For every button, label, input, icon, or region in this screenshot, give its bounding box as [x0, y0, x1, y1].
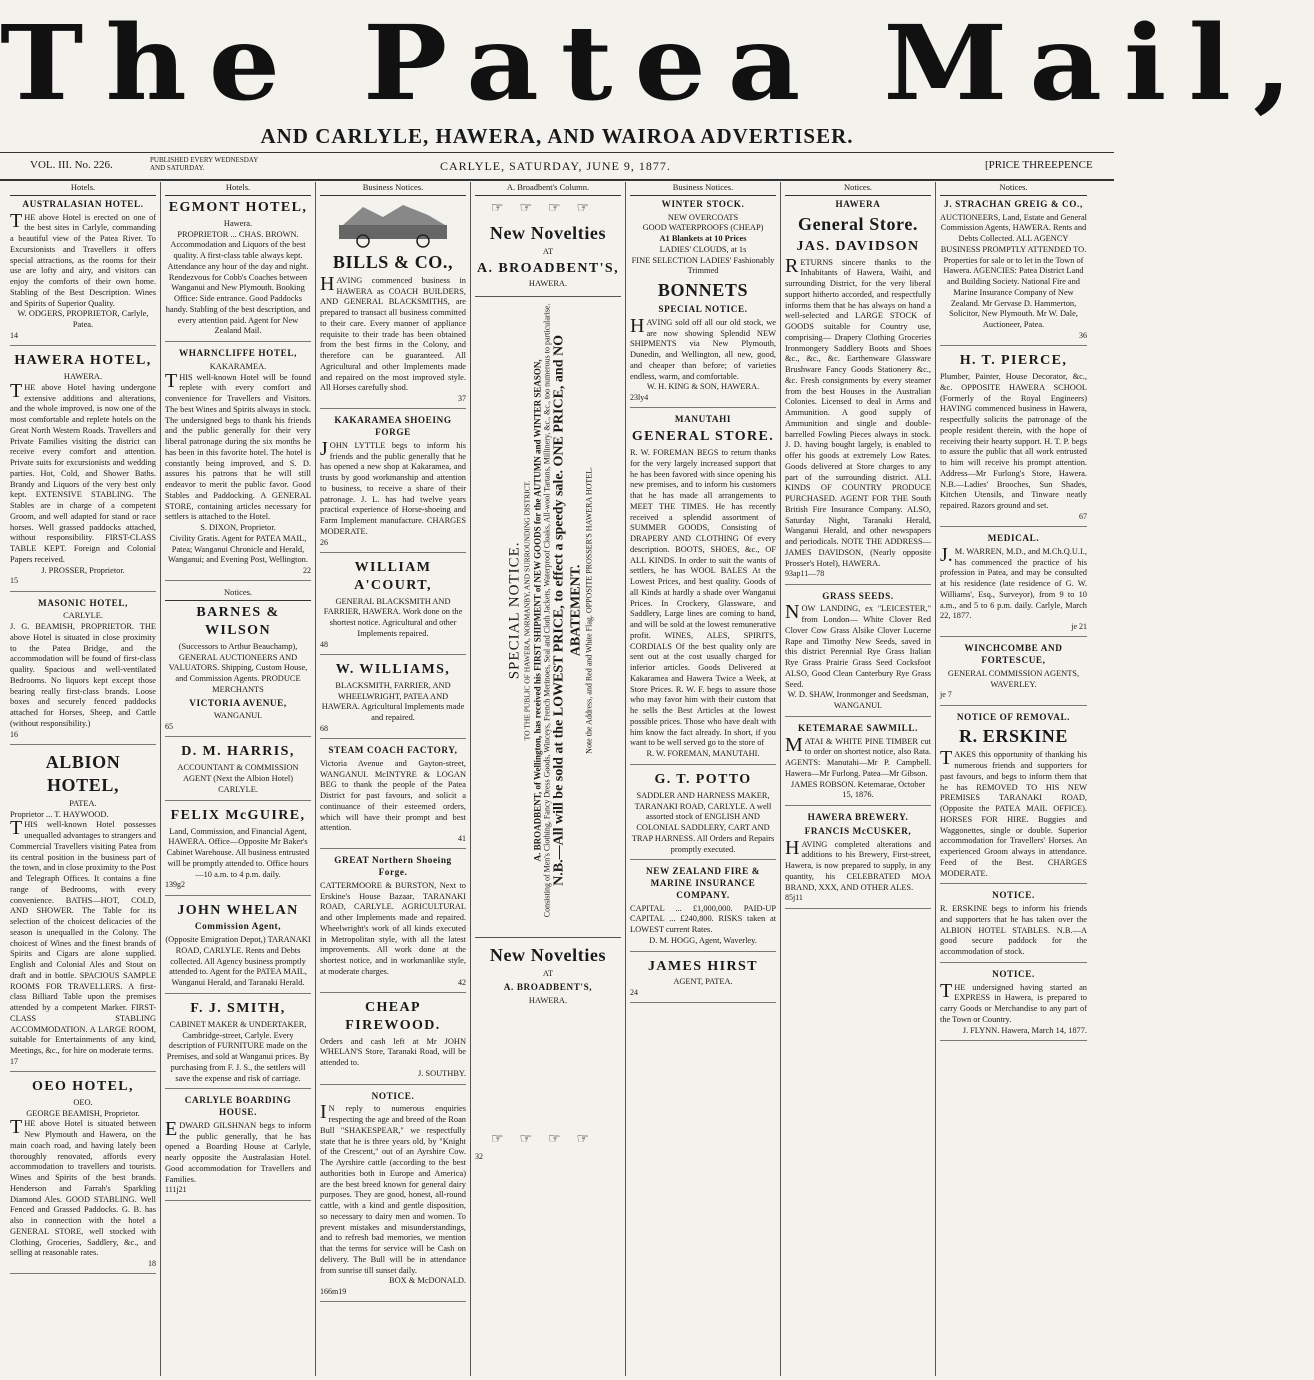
- ad-body: Accommodation and Liquors of the best quality. A first-class table always kept. Attendance any hour of the day and night. Rendezvous for Cobb's Coaches between Wanganui and New Plymouth. Booking Office: Side entrance. Good Paddocks handy. Stabling of the best description, and every attention paid. Agent for New Zealand Mail.: [165, 240, 311, 336]
- ad-title: FELIX McGUIRE,: [170, 807, 306, 823]
- ad-number: 16: [10, 729, 18, 739]
- dateline: [0, 152, 1114, 181]
- ad-title: KAKARAMEA SHOEING FORGE: [334, 415, 452, 438]
- ad-harris: [165, 743, 311, 800]
- ad-number: 15: [10, 576, 18, 586]
- ad-body: IN reply to numerous enquiries respecting the age and breed of the Roan Bull "SHAKESPEAR," we respectfully state that he is three years old, by "Knight of the Crescent," out of an Ayrshire Cow. The Ayrshire cattle (according to the best authorities both in Europe and America) are the best breed known for general dairy purposes. They are good, honest, all-round cattle, with a kind and gentle disposition, so necessary to dairy men and women. To prevent mistakes and misunderstandings, and to refresh bad memories, we mention that the terms for service will be Cash on delivery. The Bull will be in attendance from sunrise till sunset daily.: [320, 1101, 466, 1275]
- pointing-hands-row: ☞☞☞☞: [490, 200, 606, 216]
- ad-albion-hotel: [10, 751, 156, 1072]
- ad-number: je 7: [940, 690, 952, 700]
- ad-body: HAVING sold off all our old stock, we are now showing Splendid NEW SHIPMENTS via New Plymouth, Dunedin, and Wellington, all new, good, and cheaper than before; of varieties endless, warm, and comfortable.: [630, 314, 776, 381]
- shop-name-2: A. BROADBENT'S,: [503, 982, 593, 992]
- masthead: [0, 0, 1314, 128]
- ad-number: 67: [1079, 511, 1087, 521]
- ad-body: CABINET MAKER & UNDERTAKER, Cambridge-street, Carlyle. Every description of FURNITURE made on the Premises, and sold at Wanganui prices. By purchasing from F. J. S., the settlers will save the expense and risk of carriage.: [166, 1019, 310, 1083]
- ad-hirst: [630, 958, 776, 1004]
- ad-title: HAWERA: [835, 198, 881, 209]
- column-heading: Business Notices.: [630, 182, 776, 196]
- ad-title: W. WILLIAMS,: [335, 661, 451, 677]
- ad-firewood: [320, 999, 466, 1085]
- ad-subtitle: PATEA.: [69, 798, 97, 808]
- ad-number: 23ly4: [630, 393, 649, 403]
- column-heading: Notices.: [940, 182, 1087, 196]
- ad-title: GREAT Northern Shoeing Forge.: [334, 855, 452, 878]
- ad-body: SADDLER AND HARNESS MAKER, TARANAKI ROAD, CARLYLE. A well assorted stock of ENGLISH AND COLONIAL SADDLERY, CART AND TRAP HARNESS. All Orders and Repairs promptly executed.: [631, 790, 775, 854]
- ad-number: 41: [458, 834, 466, 844]
- ad-wharncliffe-hotel: [165, 348, 311, 581]
- ad-title: BARNES & WILSON: [196, 605, 280, 639]
- ad-number: 111j21: [165, 1185, 187, 1195]
- ad-sawmill: [785, 723, 931, 806]
- ad-body: CAPITAL ... £1,000,000. PAID-UP CAPITAL ... £240,800. RISKS taken at LOWEST current Rates.: [630, 903, 776, 935]
- newspaper-subtitle: AND CARLYLE, HAWERA, AND WAIROA ADVERTISER.: [260, 124, 854, 148]
- shop-place-2: HAWERA.: [528, 995, 568, 1005]
- ad-northern-forge: [320, 855, 466, 993]
- column-heading: Notices.: [785, 182, 931, 196]
- ad-smith: [165, 1000, 311, 1089]
- ad-number: 36: [1079, 330, 1087, 340]
- ad-subtitle: GENERAL STORE.: [631, 429, 775, 445]
- ad-title: MASONIC HOTEL,: [37, 597, 129, 608]
- ad-signature: J. SOUTHBY.: [417, 1068, 466, 1078]
- volume-number: VOL. III. No. 226.: [30, 159, 113, 171]
- ad-number: 26: [320, 537, 328, 547]
- ad-pierce: [940, 352, 1087, 527]
- ad-number: 14: [10, 330, 18, 340]
- ad-medical: [940, 533, 1087, 637]
- ad-body: HAVING commenced business in HAWERA as COACH BUILDERS, AND GENERAL BLACKSMITHS, are prepared to transact all business committed to their care. Every manner of appliance requisite to their trade has been obtained from the best firms in the Colony, and therefore can be guaranteed. All Agricultural and other Implements made and repaired on the most improved style. All Horses carefully shod.: [320, 272, 466, 393]
- ad-subtitle: HAWERA.: [63, 372, 103, 382]
- ad-masonic-hotel: [10, 598, 156, 745]
- ad-signature: S. DIXON, Proprietor.: [200, 523, 276, 533]
- ad-title: STEAM COACH FACTORY,: [328, 745, 458, 756]
- ad-strachan-greig: [940, 199, 1087, 346]
- ad-title: WILLIAM A'COURT,: [354, 559, 432, 593]
- ad-title: OEO HOTEL,: [32, 1079, 134, 1095]
- ad-body: Victoria Avenue and Gayton-street, WANGANUI. McINTYRE & LOGAN BEG to thank the people of the Patea District for past favours, and solicit a continuance of their esteemed orders, which will have their prompt and best attention.: [320, 758, 466, 833]
- ad-strong: VICTORIA AVENUE,: [189, 697, 287, 708]
- ad-body: J.M. WARREN, M.D., and M.Ch.Q.U.I., has commenced the practice of his profession in Patea, and may be consulted at his residence (late residence of G. W. Williams', Esq., Surveyor), from 9 to 10 a.m., and 5 to 6 p.m. daily. Carlyle, March 22, 1877.: [940, 543, 1087, 621]
- ad-number: 68: [320, 723, 328, 733]
- ad-title: NEW ZEALAND FIRE & MARINE INSURANCE COMPANY.: [645, 866, 760, 900]
- ad-title: CHEAP FIREWOOD.: [345, 999, 441, 1033]
- column-subheading: Notices.: [165, 587, 311, 601]
- ad-title: NOTICE.: [992, 968, 1035, 979]
- newspaper-title: The Patea Mail,: [0, 3, 1314, 124]
- pointing-hands-row-2: ☞☞☞☞: [490, 1131, 606, 1147]
- ad-erskine-removal: [940, 712, 1087, 885]
- notice-address: Note the Address, and Red and White Flag. OPPOSITE PROSSER'S HAWERA HOTEL.: [584, 467, 594, 755]
- ad-line: SPECIAL NOTICE.: [658, 304, 748, 315]
- ad-title: HAWERA BREWERY.: [807, 812, 909, 823]
- novelties-heading-2: New Novelties: [489, 945, 607, 966]
- ad-winchcombe: [940, 643, 1087, 705]
- notice-consisting: Consisting of Men's Clothing, Fancy Dress Goods, Winceys, French Merinoes, Seal and Cloth Jackets, Waterproof Cloaks, All-wool Tartans, Millinery, &c., &c., too numerous to particularise.: [542, 303, 552, 918]
- ad-bills-co: [320, 199, 466, 410]
- column-notices-1: [781, 182, 936, 1376]
- ad-name: R. ERSKINE: [958, 726, 1069, 747]
- ad-title: MEDICAL.: [987, 533, 1040, 544]
- column-hotels-2: [161, 182, 316, 1376]
- ad-body: JOHN LYTTLE begs to inform his friends and the public generally that he has opened a new shop at Kakaramea, and trusts by good workmanship and attention to business, to receive a share of their patronage. J. L. has had twelve years practical experience of Horse-shoeing and Farm Implement manufacture. CHARGES MODERATE.: [320, 437, 466, 536]
- ad-title: NOTICE.: [992, 890, 1035, 901]
- notice-nb: N.B.—All will be sold at the LOWEST PRICE, to effect a speedy sale. ONE PRICE, and NO ABATEMENT.: [552, 335, 584, 887]
- issue-date: CARLYLE, SATURDAY, JUNE 9, 1877.: [440, 159, 671, 173]
- ad-proprietor: GEORGE BEAMISH, Proprietor.: [26, 1108, 140, 1118]
- ad-name: JAS. DAVIDSON: [796, 238, 920, 254]
- ad-title: HAWERA HOTEL,: [14, 353, 152, 369]
- novelties-heading: New Novelties: [489, 222, 607, 243]
- ad-body: THIS well-known Hotel possesses unequalled advantages to strangers and Commercial Travellers visiting Patea from its central position in the business part of the town, and in close proximity to the Post and Telegraph Offices. It contains a fine range of Bedrooms, with every convenience. BATHS—HOT, COLD, AND SHOWER. The Table for its selection of the choicest delicacies of the season is unequalled in the Colony. The choicest of Wines and the finest brands of Spirits and Cigars are alone supplied. English and Colonial Ales and Stout on draft and in bottle. SPACIOUS SAMPLE ROOMS FOR TRAVELLERS. A first-class Billiard Table upon the premises attended by a competent Marker. FIRST-CLASS STABLING ACCOMMODATION. A LARGE ROOM, suitable for Entertainments of any kind, Meetings, &c., for hire on moderate terms.: [10, 817, 156, 1056]
- ad-proprietor: PROPRIETOR ... CHAS. BROWN.: [177, 229, 299, 239]
- ad-shoeing-forge: [320, 415, 466, 553]
- ad-subtitle: General Store.: [797, 213, 919, 234]
- ad-title: EGMONT HOTEL,: [168, 199, 308, 215]
- ad-title: F. J. SMITH,: [190, 1000, 286, 1016]
- ad-grass-seeds: [785, 591, 931, 717]
- notice-to-public: TO THE PUBLIC OF HAWERA, NORMANBY, AND SURROUNDING DISTRICT.: [522, 480, 532, 741]
- ad-title: AUSTRALASIAN HOTEL.: [22, 198, 144, 209]
- ad-body: GENERAL COMMISSION AGENTS, WAVERLEY.: [947, 668, 1080, 689]
- ad-title: J. STRACHAN GREIG & CO.,: [944, 198, 1083, 209]
- ad-body: THE undersigned having started an EXPRESS in Hawera, is prepared to carry Goods or Merchandise to any part of the Town or Country.: [940, 979, 1087, 1024]
- ad-body: THE above Hotel is erected on one of the best sites in Carlyle, commanding a beautiful view of the Patea River. To Excursionists and Travellers it offers special attractions, as the rooms for their use are lofty and airy, and visitors can enjoy the comforts of their own home. Stabling of the Best Description. Wines and Spirits of Superior Quality.: [10, 209, 156, 308]
- ad-title: D. M. HARRIS,: [181, 744, 295, 760]
- ad-title: JAMES HIRST: [648, 958, 758, 974]
- ad-subtitle: WANGANUI.: [213, 711, 263, 721]
- ad-mcguire: [165, 807, 311, 896]
- ad-name: FRANCIS McCUSKER,: [804, 825, 912, 836]
- ad-body: BLACKSMITH, FARRIER, AND WHEELWRIGHT, PATEA AND HAWERA. Agricultural Implements made and repaired.: [321, 680, 465, 723]
- ad-williams: [320, 661, 466, 739]
- ad-brewery: [785, 812, 931, 909]
- ad-title: H. T. PIERCE,: [959, 353, 1068, 369]
- ad-signature: BOX & McDONALD.: [389, 1276, 466, 1286]
- ad-title: CARLYLE BOARDING HOUSE.: [184, 1095, 292, 1118]
- ad-body: R. ERSKINE begs to inform his friends and supporters that he has taken over the ALBION HOTEL STABLES. N.B.—A good secure paddock for the accommodation of stock.: [940, 904, 1087, 957]
- column-heading: Hotels.: [10, 182, 156, 196]
- column-heading: Hotels.: [165, 182, 311, 196]
- ad-line: GOOD WATERPROOFS (CHEAP): [642, 223, 764, 233]
- ad-number: 37: [458, 394, 466, 404]
- ad-steam-coach: [320, 745, 466, 849]
- ad-subtitle: OEO.: [73, 1097, 93, 1107]
- ad-title: WINTER STOCK.: [661, 198, 745, 209]
- coach-illustration: [333, 199, 453, 249]
- ad-bull-notice: [320, 1091, 466, 1303]
- ad-subtitle: Hawera.: [223, 218, 253, 228]
- ad-egmont-hotel: [165, 199, 311, 342]
- ad-body: NOW LANDING, ex "LEICESTER," from London— White Clover Red Clover Cow Grass Alsike Clover Lucerne Rape and Timothy New Seeds, saved in this district Perennial Rye Grass Italian Rye Grass Prairie Grass Seed Cocksfoot ALSO, Good Clean Canterbury Rye Grass Seed.: [785, 601, 931, 689]
- at-label: AT: [542, 246, 554, 256]
- ad-number: 166m19: [320, 1287, 347, 1297]
- ad-subtitle: KAKARAMEA.: [209, 361, 267, 371]
- ad-potto: [630, 771, 776, 860]
- column-heading: A. Broadbent's Column.: [475, 182, 621, 196]
- ad-body: AUCTIONEERS, Land, Estate and General Commission Agents, HAWERA. Rents and Debts Collected. ALL AGENCY BUSINESS PROMPTLY ATTENDED TO. Properties for sale or to let in the Town of Hawera. AGENCIES: Patea District Land and Building Society. National Fire and Marine Insurance Company of New Zealand. Mr Gervase D. Hammerton, Solicitor, New Plymouth. Mr W. Dale, Auctioneer, Patea.: [940, 212, 1087, 330]
- ad-signature: W. ODGERS, PROPRIETOR, Carlyle, Patea.: [17, 309, 149, 330]
- column-hotels-1: [6, 182, 161, 1376]
- ad-number: 18: [148, 1259, 156, 1269]
- ad-body: CATTERMOORE & BURSTON, Next to Erskine's House Bazaar, TARANAKI ROAD, CARLYLE. AGRICULTURAL and other Implements made and repaired. Wheelwright's work of all kinds executed in Metropolitan style, with all the latest improvements. All work done at the shortest notice, and in workmanlike style, at moderate charges.: [320, 880, 466, 976]
- ad-subtitle: Commission Agent,: [194, 921, 282, 932]
- ad-title: KETEMARAE SAWMILL.: [797, 722, 919, 733]
- ad-title: ALBION HOTEL,: [45, 751, 121, 795]
- ad-body: ACCOUNTANT & COMMISSION AGENT (Next the Albion Hotel) CARLYLE.: [177, 763, 299, 794]
- ad-proprietor: Proprietor ... T. HAYWOOD.: [10, 809, 109, 819]
- ad-flynn-express: [940, 969, 1087, 1042]
- ad-number: 65: [165, 722, 173, 732]
- ad-body: EDWARD GILSHNAN begs to inform the public generally, that he has opened a Boarding House at Carlyle, nearly opposite the Australasian Hotel. Good accommodation for Travellers and Families.: [165, 1117, 311, 1184]
- page-columns: [6, 182, 1106, 1376]
- ad-title: GRASS SEEDS.: [822, 590, 894, 601]
- ad-subtitle: CARLYLE.: [63, 611, 103, 621]
- shop-name: A. BROADBENT'S,: [477, 260, 619, 276]
- ad-title: WHARNCLIFFE HOTEL,: [179, 348, 297, 359]
- ad-body: GENERAL BLACKSMITH AND FARRIER, HAWERA. Work done on the shortest notice. Agricultural and other Implements repaired.: [323, 596, 463, 638]
- ad-manutahi-store: [630, 414, 776, 764]
- ad-title: NOTICE.: [371, 1090, 415, 1101]
- notice-heading: SPECIAL NOTICE.: [506, 541, 523, 680]
- ad-acourt: [320, 559, 466, 655]
- ad-barnes-wilson: [165, 604, 311, 737]
- ad-body: (Successors to Arthur Beauchamp), GENERAL AUCTIONEERS AND VALUATORS. Shipping, Custom House, and Commission Agents. PRODUCE MERCHANTS: [168, 641, 308, 694]
- ad-signature: W. H. KING & SON, HAWERA.: [646, 382, 760, 392]
- column-broadbent: [471, 182, 626, 1376]
- ad-line: LADIES' CLOUDS, at 1s: [659, 244, 747, 254]
- ad-line: BONNETS: [657, 280, 749, 301]
- ad-winter-stock: [630, 199, 776, 409]
- ad-erskine-stables: [940, 890, 1087, 963]
- shop-place: HAWERA.: [528, 279, 568, 289]
- ad-signature: J. PROSSER, Proprietor.: [41, 565, 125, 575]
- ad-line: A1 Blankets at 10 Prices: [659, 234, 747, 244]
- vertical-special-notice: [475, 296, 621, 938]
- ad-line: FINE SELECTION LADIES' Fashionably Trimmed: [631, 255, 775, 276]
- ad-signature: J. FLYNN. Hawera, March 14, 1877.: [962, 1025, 1087, 1035]
- ad-number: 139g2: [165, 880, 185, 890]
- publication-days: PUBLISHED EVERY WEDNESDAY AND SATURDAY.: [150, 156, 258, 172]
- notice-shipment: A. BROADBENT, of Wellington, has received his FIRST SHIPMENT of NEW GOODS for the AUTUMN and WINTER SEASON,: [532, 359, 543, 862]
- ad-title: G. T. POTTO: [654, 771, 752, 787]
- ad-body: TAKES this opportunity of thanking his numerous friends and supporters for past favours, and begs to inform them that he has REMOVED TO HIS NEW PREMISES TARANAKI ROAD, (Opposite the PATEA MAIL OFFICE). HORSES FOR HIRE. Buggies and Waggonettes, single or double. Superior accommodation for Travellers' Horses. An experienced Groom always in attendance. Feed of the Best. CHARGES MODERATE.: [940, 747, 1087, 878]
- ad-signature: W. D. SHAW, Ironmonger and Seedsman, WANGANUI.: [787, 690, 929, 711]
- ad-body: RETURNS sincere thanks to the Inhabitants of Hawera, Waihi, and surrounding District, for the very liberal support hitherto accorded, and respectfully informs them that he has always on hand a well-selected and LARGE STOCK of GOODS suitable for Country use, comprising— Drapery Clothing Groceries Ironmongery Saddlery Boots and Shoes &c., &c., &c. Earthenware Glassware Brushware Fancy Goods Stationery &c., &c. Fresh consignments by every steamer from the best Houses in the Australian Colonies. Licensed to deal in Arms and Ammunition. A good supply of Ammunition and single and double-barrelled Fowling Pieces always in stock. J. D. having bought largely, is enabled to offer his goods at extremely Low Rates. Goods delivered at Store charges to any part of the surrounding district. ALL KINDS OF COUNTRY PRODUCE PURCHASED. AGENT FOR THE South British Fire Insurance Company. ALSO, Saturday Night, Taranaki Herald, Wanganui Herald, and other newspapers and periodicals. NOTE THE ADDRESS— JAMES DAVIDSON, (Nearly opposite Prosser's Hotel), HAWERA.: [785, 254, 931, 568]
- ad-body: Orders and cash left at Mr JOHN WHELAN'S Store, Taranaki Road, will be attended to.: [320, 1036, 466, 1068]
- ad-title: MANUTAHI: [674, 414, 732, 425]
- ad-title: JOHN WHELAN: [177, 902, 299, 918]
- ad-australasian-hotel: [10, 199, 156, 346]
- ad-body: AGENT, PATEA.: [673, 977, 733, 987]
- ad-number: 85j11: [785, 893, 803, 903]
- ad-body: THE above Hotel having undergone extensive additions and alterations, and the whole improved, is now one of the most comfortable and replete hotels on the Great North Western Roads. Travellers and Private Families visiting the district can receive every comfort and attention. Private suits for excursionists and wedding parties. Hot, Cold, and Shower Baths. Brandy and Liquors of the very best only kept. EXTENSIVE STABLING. The Stables are in charge of a competent Groom, and well adapted for stand or race horses. Well grassed paddocks attached, without responsibility. FIRST-CLASS TABLE KEPT. Foreign and Colonial Papers received.: [10, 379, 156, 564]
- ad-number: 48: [320, 639, 328, 649]
- ad-signature: R. W. FOREMAN, MANUTAHI.: [646, 749, 760, 759]
- at-label-2: AT: [542, 969, 554, 979]
- ad-body: Plumber, Painter, House Decorator, &c., &c. OPPOSITE HAWERA SCHOOL (Formerly of the Royal Engineers) HAVING commenced business in Hawera, respectfully solicits the patronage of the people resident therein, with the hope of receiving their hearty support. H. T. P. begs to assure the public that all work entrusted to him will receive his prompt attention. Address—Mr Furlong's Store, Hawera. N.B.—Ladies' Brooches, Sun Shades, Kitchen Utensils, and Tinware neatly repaired. Razors ground and set.: [940, 372, 1087, 511]
- ad-line: NEW OVERCOATS: [667, 212, 739, 222]
- ad-number: 93ap11—78: [785, 569, 825, 579]
- price: [PRICE THREEPENCE: [985, 159, 1093, 171]
- ad-insurance: [630, 866, 776, 951]
- ad-body: THE above Hotel is situated between New Plymouth and Hawera, on the main coach road, and having lately been thoroughly renovated, affords every accommodation to travellers and tourists. Wines and Spirits of the best brands. Henderson and Farrah's Sparkling Diamond Ales. GOOD STABLING. Well Fenced and Grassed Paddocks. G. B. has also in connection with the hotel a GENERAL STORE, well stocked with Clothing, Groceries, Saddlery, &c., and selling at reasonable rates.: [10, 1116, 156, 1258]
- ad-davidson-store: [785, 199, 931, 585]
- ad-hawera-hotel: [10, 352, 156, 591]
- column-heading: Business Notices.: [320, 182, 466, 196]
- ad-signature: JAMES ROBSON. Ketemarae, October 15, 1876.: [790, 779, 926, 800]
- ad-body: THIS well-known Hotel will be found replete with every comfort and convenience for Travellers and Visitors. The best Wines and Spirits always in stock. The undersigned begs to thank his friends and the public generally for their very liberal patronage during the six months he has been in this favorite hotel. The hotel is constantly being improved, and S. D. assures his patrons that he will still endeavor to merit the public favor. Good Stables and Paddocking. A GENERAL STORE, containing articles necessary for settlers is attached to the Hotel.: [165, 369, 311, 522]
- ad-body: J. G. BEAMISH, PROPRIETOR. THE above Hotel is situated in close proximity to the Patea Bridge, and the accommodation will be found of first-class quality. Spacious and well-ventilated Bedrooms. No liquors kept except those bearing really first-class brands. Loose boxes and securely fenced paddocks attached for Horses, Sheep, and Cattle (without responsibility.): [10, 622, 156, 728]
- ad-number: 24: [630, 988, 638, 998]
- ad-number: je 21: [1071, 622, 1087, 632]
- ad-signature: D. M. HOGG, Agent, Waverley.: [649, 935, 757, 945]
- column-notices-2: [936, 182, 1091, 1376]
- ad-body: (Opposite Emigration Depot,) TARANAKI ROAD, CARLYLE. Rents and Debts collected. All Agency business promptly attended to. Agent for the PATEA MAIL, Wanganui Herald, and Taranaki Herald.: [165, 935, 311, 988]
- ad-number: 32: [475, 1152, 483, 1162]
- ad-extra: Civility Gratis. Agent for PATEA MAIL, Patea; Wanganui Chronicle and Herald, Wanganui; and Evening Post, Wellington.: [168, 533, 308, 565]
- ad-title: WINCHCOMBE AND FORTESCUE,: [964, 643, 1063, 666]
- ad-whelan: [165, 902, 311, 994]
- ad-number: 17: [10, 1056, 18, 1066]
- ad-body: HAVING completed alterations and additions to his Brewery, First-street, Hawera, is now prepared to supply, in any quantity, his CELEBRATED MOA BRAND, XXX, AND OTHER ALES.: [785, 836, 931, 892]
- ad-number: 22: [303, 566, 311, 576]
- ad-oeo-hotel: [10, 1078, 156, 1274]
- ad-title: BILLS & CO.,: [332, 251, 454, 272]
- ad-boarding-house: [165, 1095, 311, 1200]
- ad-body: MATAI & WHITE PINE TIMBER cut to order on shortest notice, also Rata. AGENTS: Manutahi—Mr P. Campbell. Hawera—Mr Furlong. Patea—Mr Gibson.: [785, 733, 931, 778]
- column-business-1: [316, 182, 471, 1376]
- ad-body: Land, Commission, and Financial Agent, HAWERA. Office—Opposite Mr Baker's Cabinet Warehouse. All business entrusted will be promptly attended to. Office hours—10 a.m. to 4 p.m. daily.: [166, 826, 310, 879]
- ad-body: R. W. FOREMAN BEGS to return thanks for the very largely increased support that he has been favored with since opening his new premises, and to inform his customers that he has made all arrangements to MEET THE TIMES. He has recently received a splendid assortment of SUMMER GOODS, Consisting of DRAPERY AND CLOTHING Of every description. BOOTS, SHOES, &c., OF ALL KINDS. In order to suit the wants of settlers, he has WOOL BALES At the Lowest Prices, and best quality. Goods of all Kinds at hardly a shade over Wanganui Prices. In Crockery, Glassware, and Saddlery, Large lines are coming to hand, and will be sold at the lowest remunerative profit. WINES, ALES, SPIRITS, CORDIALS Of the best quality only are sent out at the cost usually charged for inferior articles. Goods Delivered at Kakaramea and Hawera Twice a Week, at Store Prices. R. W. F. begs to assure those who may favor him with their custom that he sells the Best Articles at the lowest possible prices. Those who have dealt with him know the fact already. In short, if you want to be well served go to the store of: [630, 448, 776, 748]
- ad-number: 42: [458, 977, 466, 987]
- ad-title: NOTICE OF REMOVAL.: [956, 711, 1071, 722]
- column-business-2: [626, 182, 781, 1376]
